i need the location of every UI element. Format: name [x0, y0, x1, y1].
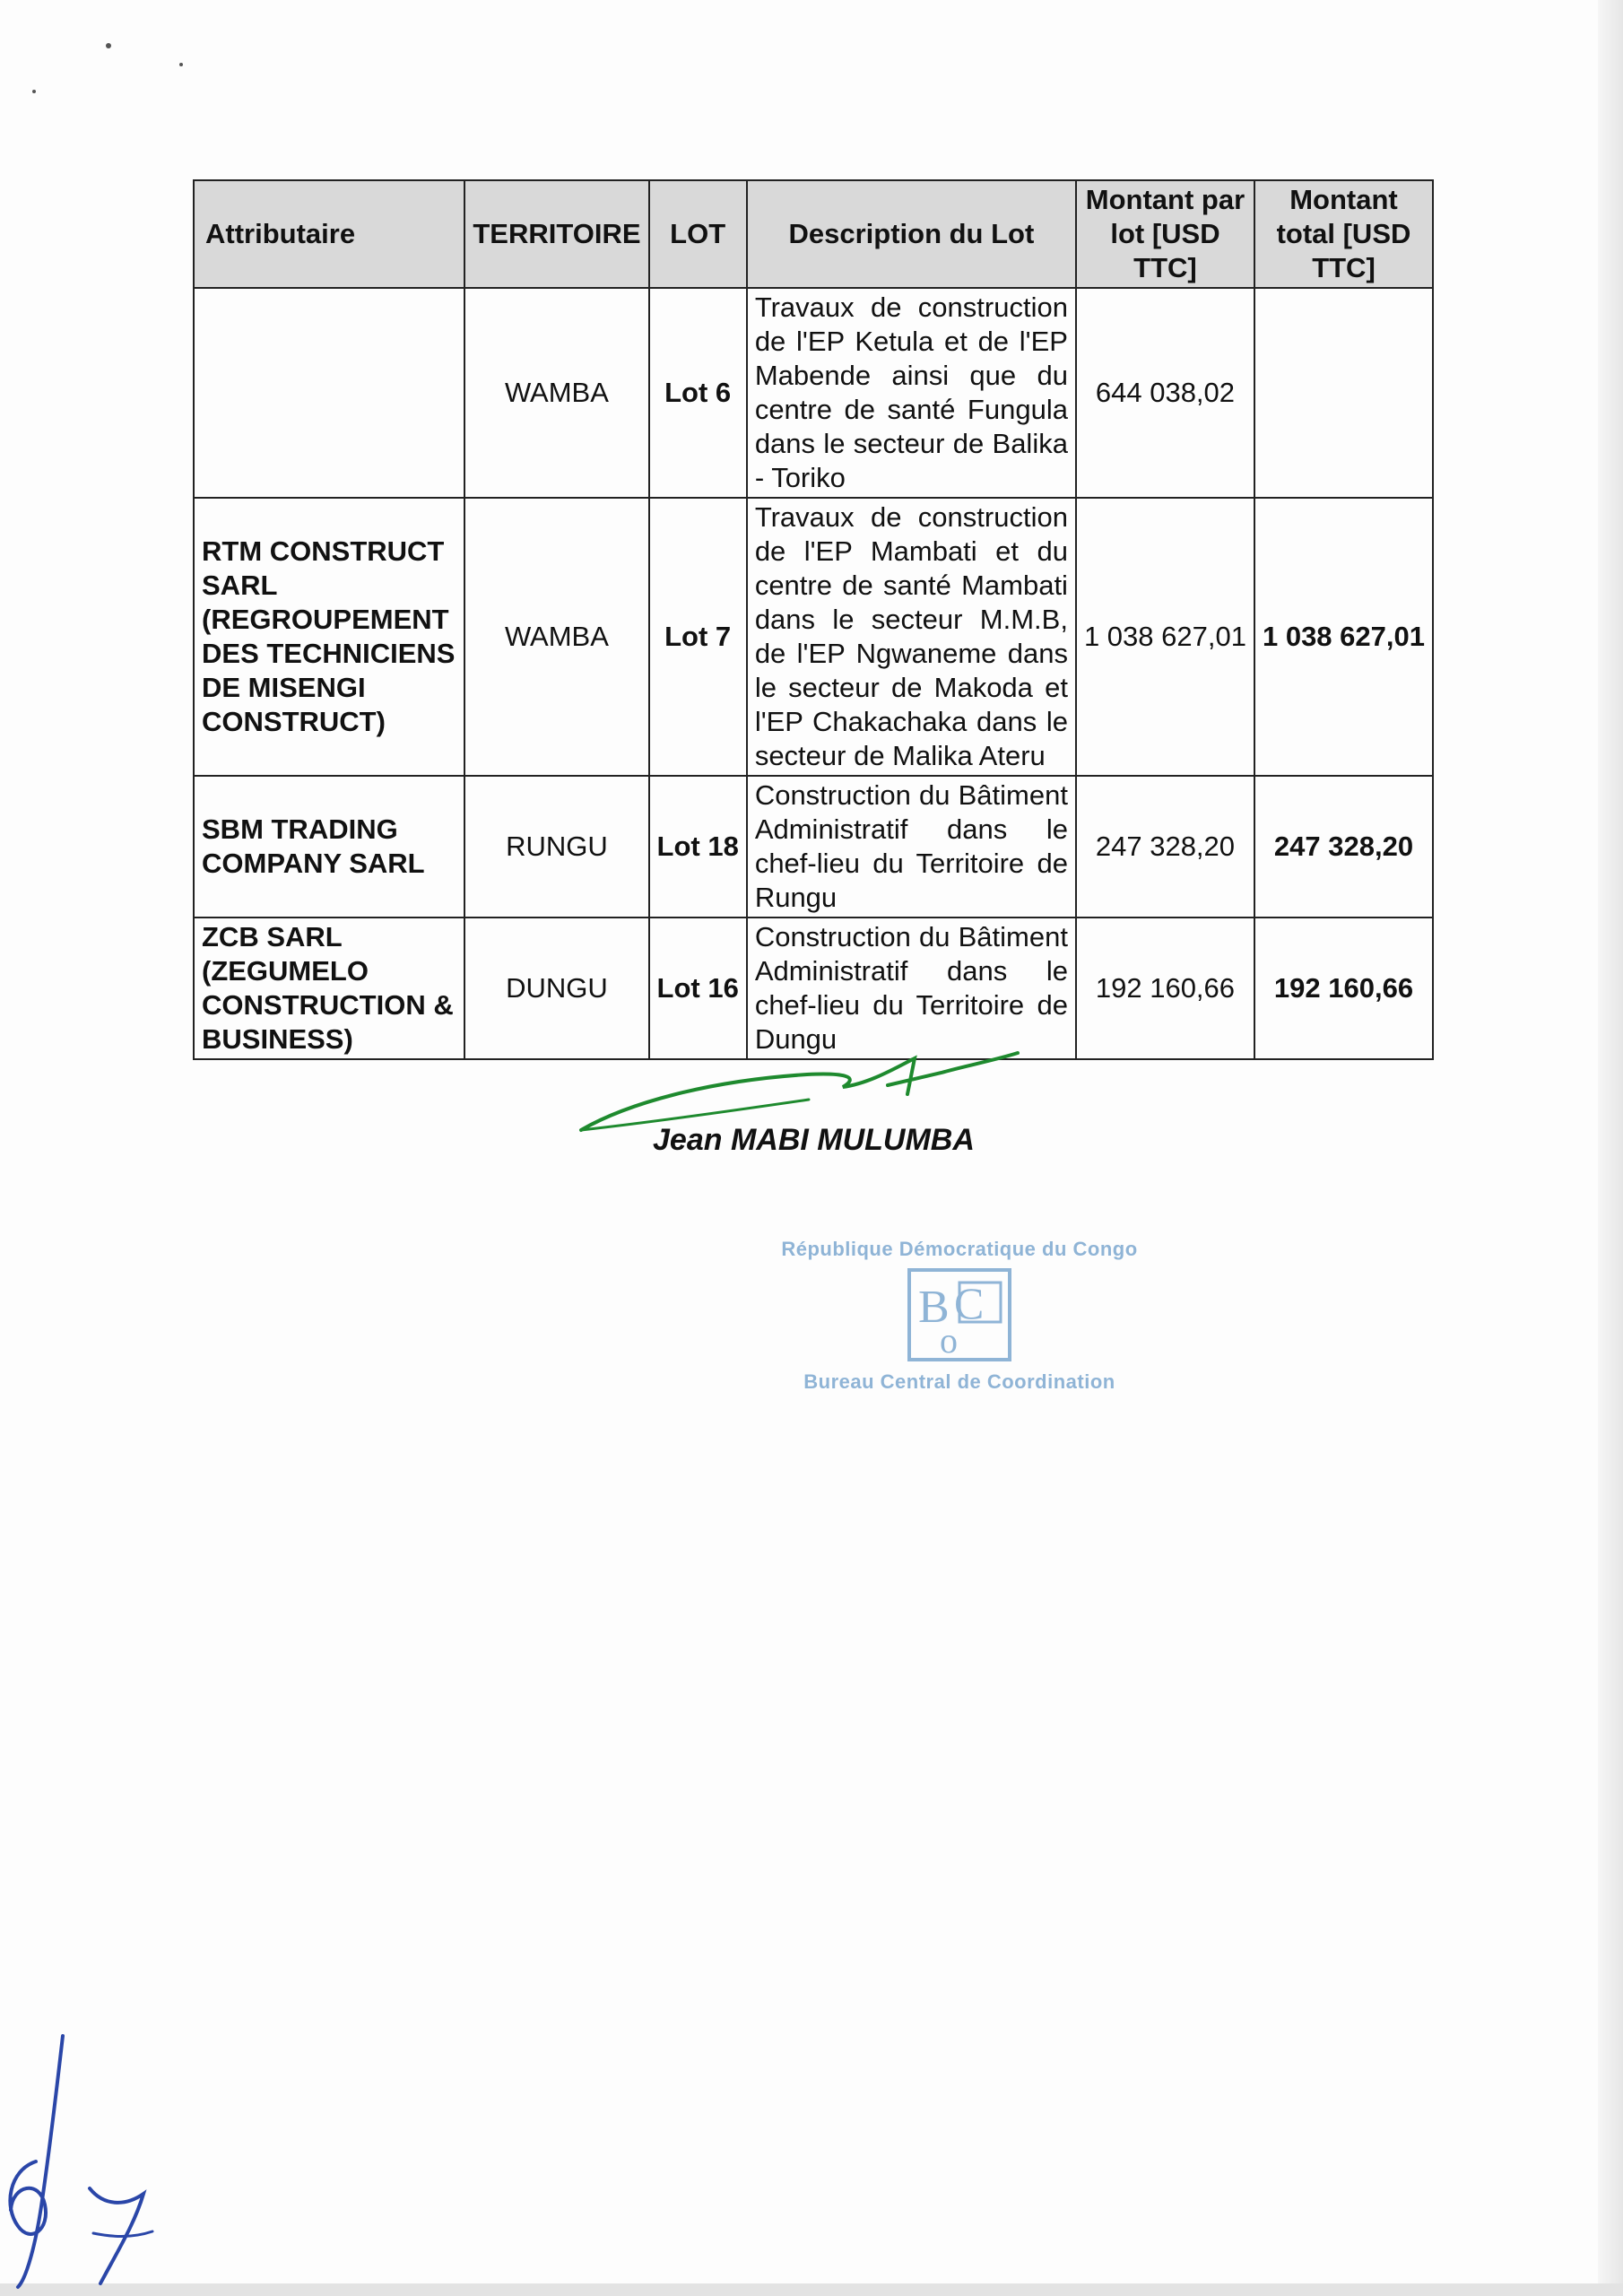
cell-lot: Lot 7	[649, 498, 747, 776]
page-edge-shadow	[1598, 0, 1623, 2296]
cell-montant-total: 1 038 627,01	[1254, 498, 1433, 776]
cell-attributaire: RTM CONSTRUCT SARL (REGROUPEMENT DES TECHNICIENS DE MISENGI CONSTRUCT)	[194, 498, 464, 776]
header-description: Description du Lot	[747, 180, 1076, 288]
table-row	[194, 498, 1433, 776]
cell-lot: Lot 16	[649, 918, 747, 1059]
cell-montant-total	[1254, 288, 1433, 498]
cell-attributaire: ZCB SARL (ZEGUMELO CONSTRUCTION & BUSINESS)	[194, 918, 464, 1059]
bceco-logo-icon	[906, 1266, 1013, 1363]
svg-text:B: B	[918, 1282, 950, 1333]
cell-description: Travaux de construction de l'EP Mambati et du centre de santé Mambati dans le secteur M.M.B, de l'EP Ngwaneme dans le secteur de Makoda et l'EP Chakachaka dans le secteur de Malika Ateru	[747, 498, 1076, 776]
cell-territoire: DUNGU	[464, 918, 648, 1059]
cell-lot: Lot 6	[649, 288, 747, 498]
header-montant-lot: Montant par lot [USD TTC]	[1076, 180, 1254, 288]
page-bottom-edge	[0, 2283, 1623, 2296]
stamp-top-text: République Démocratique du Congo	[781, 1238, 1138, 1260]
lots-table	[193, 179, 1434, 1060]
signer-name: Jean MABI MULUMBA	[653, 1123, 975, 1157]
scan-speck	[32, 90, 36, 93]
cell-description: Travaux de construction de l'EP Ketula et de l'EP Mabende ainsi que du centre de santé Fungula dans le secteur de Balika - Toriko	[747, 288, 1076, 498]
cell-montant-total: 192 160,66	[1254, 918, 1433, 1059]
header-montant-total: Montant total [USD TTC]	[1254, 180, 1433, 288]
cell-territoire: WAMBA	[464, 498, 648, 776]
cell-montant-lot: 1 038 627,01	[1076, 498, 1254, 776]
header-territoire: TERRITOIRE	[464, 180, 648, 288]
scan-speck	[179, 63, 183, 66]
header-lot: LOT	[649, 180, 747, 288]
cell-territoire: RUNGU	[464, 776, 648, 918]
cell-attributaire: SBM TRADING COMPANY SARL	[194, 776, 464, 918]
table-header-row	[194, 180, 1433, 288]
cell-description: Construction du Bâtiment Administratif dans le chef-lieu du Territoire de Rungu	[747, 776, 1076, 918]
table-row	[194, 288, 1433, 498]
cell-montant-lot: 644 038,02	[1076, 288, 1254, 498]
scan-speck	[106, 43, 111, 48]
cell-montant-total: 247 328,20	[1254, 776, 1433, 918]
cell-montant-lot: 192 160,66	[1076, 918, 1254, 1059]
stamp-bottom-text: Bureau Central de Coordination	[803, 1370, 1115, 1393]
cell-lot: Lot 18	[649, 776, 747, 918]
header-attributaire: Attributaire	[194, 180, 464, 288]
handwritten-initials	[0, 2018, 170, 2296]
cell-attributaire	[194, 288, 464, 498]
official-stamp	[771, 1238, 1148, 1417]
cell-description: Construction du Bâtiment Administratif dans le chef-lieu du Territoire de Dungu	[747, 918, 1076, 1059]
svg-text:C: C	[954, 1278, 985, 1328]
cell-territoire: WAMBA	[464, 288, 648, 498]
table-row	[194, 918, 1433, 1059]
cell-montant-lot: 247 328,20	[1076, 776, 1254, 918]
table-row	[194, 776, 1433, 918]
svg-text:o: o	[940, 1320, 958, 1361]
